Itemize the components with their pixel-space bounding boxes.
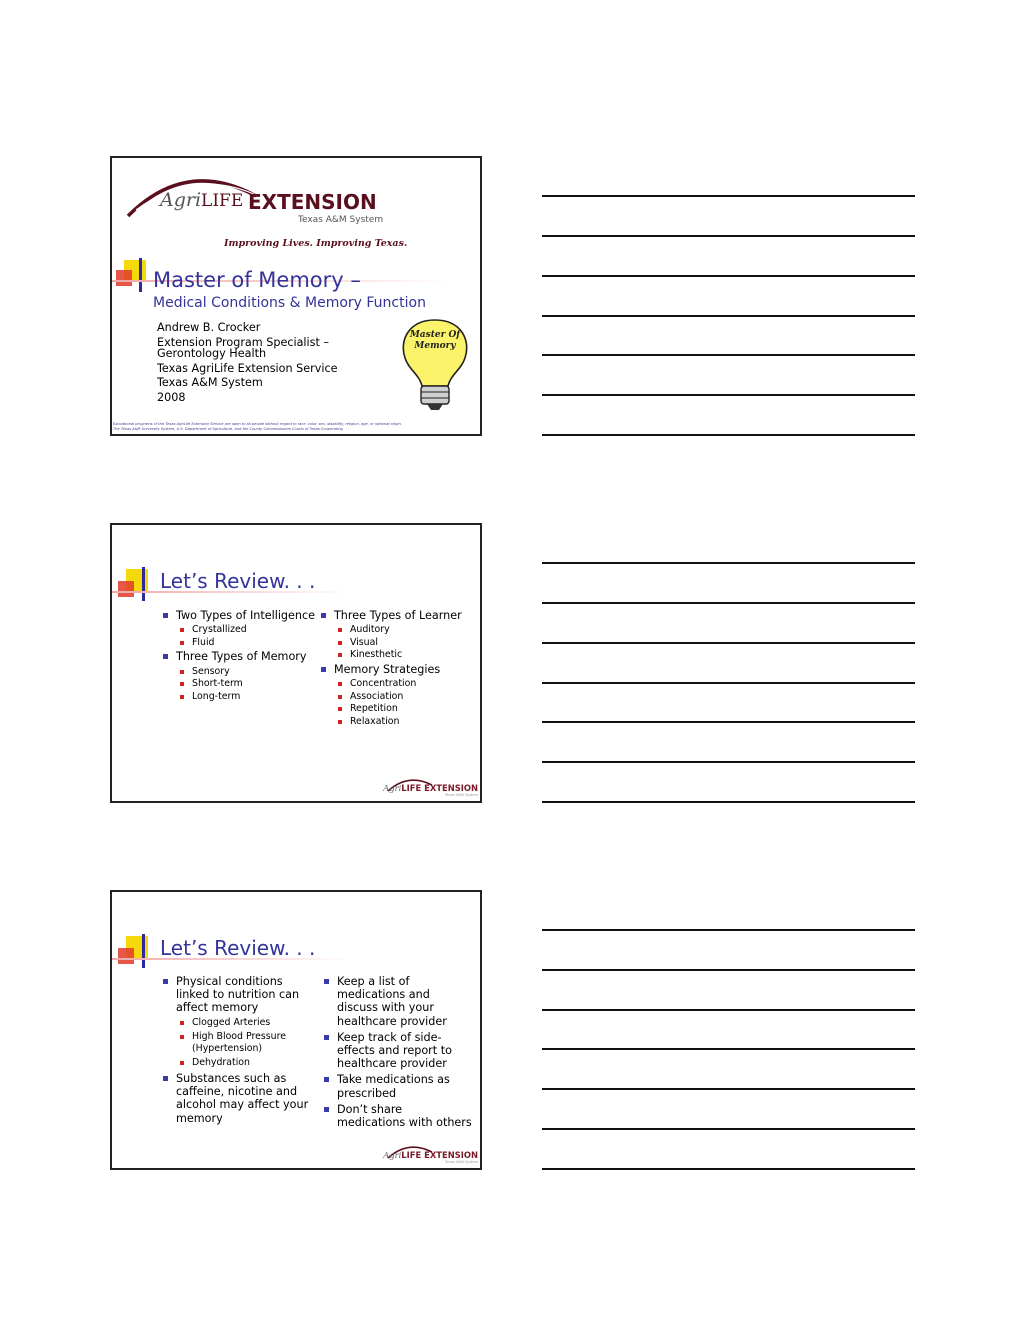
- bullet-text: Take medications as prescribed: [337, 1073, 450, 1100]
- note-line: [542, 801, 915, 803]
- slide-title: Master of Memory –: [153, 268, 361, 292]
- note-line: [542, 315, 915, 317]
- author-title-2: Gerontology Health: [157, 347, 267, 361]
- sub-bullet-list: [334, 678, 474, 727]
- note-line: [542, 1048, 915, 1050]
- slide-1: [110, 156, 482, 436]
- note-line: [542, 642, 915, 644]
- right-column: [323, 975, 473, 1132]
- right-column: [320, 609, 474, 730]
- sub-bullet-item: Visual: [334, 637, 474, 649]
- bullet-item: [323, 1073, 473, 1099]
- sub-bullet-item: Concentration: [334, 678, 474, 690]
- note-line: [542, 235, 915, 237]
- author-system: Texas A&M System: [157, 376, 263, 390]
- slide-title: Let’s Review. . .: [160, 936, 316, 960]
- author-org: Texas AgriLife Extension Service: [157, 361, 338, 375]
- footer-disclaimer: Educational programs of the Texas AgriLife Extension Service are open to all people without regard to race, color, sex, disability, religion, age, or national origin. The Texas A&M University System, U.S. Department of Agriculture, and the County Commissioners Courts of Texas Cooperating: [113, 422, 402, 431]
- note-line: [542, 354, 915, 356]
- left-column: [162, 609, 318, 730]
- sub-bullet-list: [334, 624, 474, 661]
- bullet-item: [320, 663, 474, 728]
- note-line: [542, 434, 915, 436]
- author-year: 2008: [157, 390, 186, 404]
- note-line: [542, 761, 915, 763]
- bullet-item: [320, 609, 474, 661]
- bullet-text: Three Types of Memory: [176, 650, 307, 664]
- bulb-text-1: Master Of: [409, 330, 461, 340]
- slide-subtitle: Medical Conditions & Memory Function: [153, 295, 426, 311]
- bullet-text: Two Types of Intelligence: [176, 609, 316, 622]
- bullet-columns: [162, 975, 474, 1132]
- author-block: [157, 321, 337, 405]
- sub-bullet-item: Relaxation: [334, 716, 474, 728]
- sub-bullet-item: Auditory: [334, 624, 474, 636]
- bullet-text: Keep track of side-effects and report to healthcare provider: [337, 1030, 452, 1071]
- sub-bullet-list: [176, 1017, 312, 1069]
- note-line: [542, 682, 915, 684]
- logo-agri: Agri: [160, 189, 202, 211]
- note-line: [542, 275, 915, 277]
- logo-extension: EXTENSION: [248, 190, 377, 214]
- sub-bullet-item: Association: [334, 691, 474, 703]
- bullet-item: [323, 1031, 473, 1071]
- sub-bullet-list: [176, 666, 318, 703]
- sub-bullet-item: High Blood Pressure (Hypertension): [176, 1031, 312, 1054]
- bullet-text: Don’t share medications with others: [337, 1102, 472, 1130]
- agrilife-logo: [126, 162, 384, 228]
- note-line: [542, 195, 915, 197]
- bullet-text: Three Types of Learner: [333, 609, 462, 622]
- bullet-item: [323, 1103, 473, 1129]
- note-line: [542, 1168, 915, 1170]
- note-line: [542, 562, 915, 564]
- note-line: [542, 929, 915, 931]
- sub-bullet-item: Sensory: [176, 666, 318, 678]
- bullet-text: Substances such as caffeine, nicotine and alcohol may affect your memory: [176, 1071, 309, 1125]
- sub-bullet-item: Crystallized: [176, 624, 318, 636]
- note-line: [542, 602, 915, 604]
- note-line: [542, 1009, 915, 1011]
- note-line: [542, 1088, 915, 1090]
- bullet-item: [162, 975, 312, 1069]
- author-name: Andrew B. Crocker: [157, 321, 261, 334]
- bullet-text: Keep a list of medications and discuss with your healthcare provider: [337, 975, 447, 1028]
- bullet-item: [323, 975, 473, 1028]
- sub-bullet-item: Fluid: [176, 637, 318, 649]
- logo-life: LIFE: [201, 191, 244, 211]
- sub-bullet-item: Clogged Arteries: [176, 1017, 312, 1029]
- sub-bullet-item: Long-term: [176, 691, 318, 703]
- sub-bullet-item: Kinesthetic: [334, 649, 474, 661]
- note-line: [542, 1128, 915, 1130]
- slide-title: Let’s Review. . .: [160, 569, 316, 593]
- bullet-item: [162, 1072, 312, 1125]
- bulb-text-2: Memory: [414, 341, 456, 351]
- left-column: [162, 975, 312, 1132]
- slide-2: [110, 523, 482, 803]
- sub-bullet-item: Dehydration: [176, 1057, 312, 1069]
- sub-bullet-list: [176, 624, 318, 648]
- logo-system: Texas A&M System: [298, 215, 384, 225]
- note-line: [542, 721, 915, 723]
- mini-logo: AgriLIFE EXTENSION Texas A&M System: [386, 1140, 478, 1164]
- author-title: Extension Program Specialist –: [157, 335, 330, 349]
- note-line: [542, 969, 915, 971]
- bullet-item: [162, 609, 318, 648]
- mini-logo: AgriLIFE EXTENSION Texas A&M System: [386, 773, 478, 797]
- bullet-text: Physical conditions linked to nutrition can affect memory: [176, 975, 300, 1015]
- slide-3: [110, 890, 482, 1170]
- sub-bullet-item: Short-term: [176, 678, 318, 690]
- bullet-text: Memory Strategies: [333, 662, 441, 676]
- lightbulb-graphic: [397, 316, 473, 412]
- sub-bullet-item: Repetition: [334, 703, 474, 715]
- note-line: [542, 394, 915, 396]
- bullet-columns: [162, 609, 474, 730]
- bullet-item: [162, 650, 318, 702]
- tagline: Improving Lives. Improving Texas.: [224, 238, 408, 249]
